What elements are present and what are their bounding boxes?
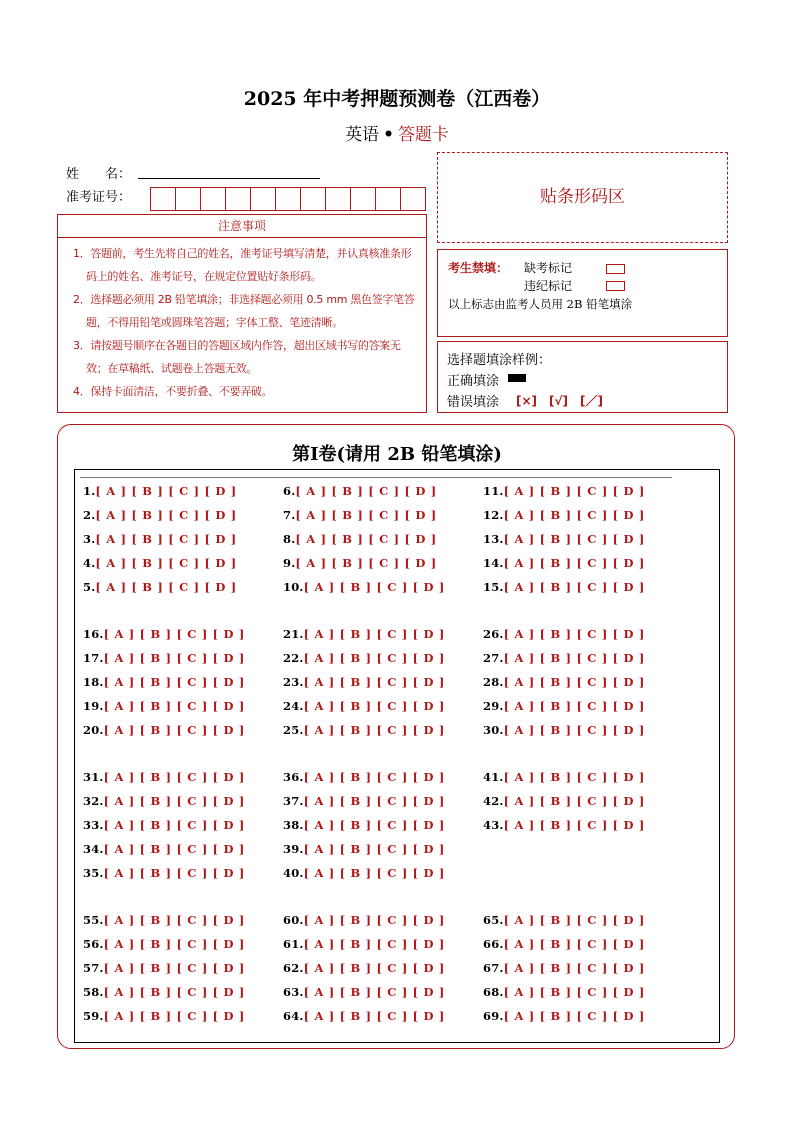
answer-options[interactable]: [ A ] [ B ] [ C ] [ D ] bbox=[303, 842, 445, 856]
id-digit-box[interactable] bbox=[276, 188, 301, 210]
answer-options[interactable]: [ A ] [ B ] [ C ] [ D ] bbox=[503, 794, 645, 808]
question-number: 43. bbox=[483, 818, 504, 832]
question-20[interactable] bbox=[83, 723, 245, 737]
question-number: 35. bbox=[83, 866, 104, 880]
violation-mark-box[interactable] bbox=[606, 281, 625, 291]
question-number: 63. bbox=[283, 985, 304, 999]
question-number: 60. bbox=[283, 913, 304, 927]
question-39[interactable] bbox=[283, 842, 445, 856]
question-34[interactable] bbox=[83, 842, 245, 856]
question-58[interactable] bbox=[83, 985, 245, 999]
answer-options[interactable]: [ A ] [ B ] [ C ] [ D ] bbox=[303, 651, 445, 665]
answer-options[interactable]: [ A ] [ B ] [ C ] [ D ] bbox=[303, 1009, 445, 1023]
question-number: 66. bbox=[483, 937, 504, 951]
question-27[interactable] bbox=[483, 651, 645, 665]
wrong-marks: [×] [√] [／] bbox=[516, 394, 603, 408]
question-number: 55. bbox=[83, 913, 104, 927]
question-number: 38. bbox=[283, 818, 304, 832]
answer-options[interactable]: [ A ] [ B ] [ C ] [ D ] bbox=[103, 699, 245, 713]
question-15[interactable] bbox=[483, 580, 645, 594]
question-17[interactable] bbox=[83, 651, 245, 665]
card-type-label: 答题卡 bbox=[397, 125, 449, 145]
question-number: 1. bbox=[83, 484, 96, 498]
answer-options[interactable]: [ A ] [ B ] [ C ] [ D ] bbox=[95, 484, 237, 498]
answer-options[interactable]: [ A ] [ B ] [ C ] [ D ] bbox=[103, 723, 245, 737]
name-field[interactable] bbox=[138, 178, 320, 179]
answer-options[interactable]: [ A ] [ B ] [ C ] [ D ] bbox=[95, 508, 237, 522]
answer-options[interactable]: [ A ] [ B ] [ C ] [ D ] bbox=[303, 913, 445, 927]
question-number: 5. bbox=[83, 580, 96, 594]
answer-options[interactable]: [ A ] [ B ] [ C ] [ D ] bbox=[503, 508, 645, 522]
question-40[interactable] bbox=[283, 866, 445, 880]
question-65[interactable] bbox=[483, 913, 645, 927]
answer-options[interactable]: [ A ] [ B ] [ C ] [ D ] bbox=[503, 985, 645, 999]
question-13[interactable] bbox=[483, 532, 645, 546]
id-digit-box[interactable] bbox=[201, 188, 226, 210]
question-number: 27. bbox=[483, 651, 504, 665]
question-number: 6. bbox=[283, 484, 296, 498]
question-number: 14. bbox=[483, 556, 504, 570]
question-21[interactable] bbox=[283, 627, 445, 641]
answer-options[interactable]: [ A ] [ B ] [ C ] [ D ] bbox=[103, 627, 245, 641]
answer-options[interactable]: [ A ] [ B ] [ C ] [ D ] bbox=[503, 937, 645, 951]
question-7[interactable] bbox=[283, 508, 436, 522]
question-25[interactable] bbox=[283, 723, 445, 737]
answer-options[interactable]: [ A ] [ B ] [ C ] [ D ] bbox=[303, 818, 445, 832]
card-title: 2025 年中考押题预测卷（江西卷） bbox=[243, 88, 551, 110]
question-number: 12. bbox=[483, 508, 504, 522]
question-number: 13. bbox=[483, 532, 504, 546]
question-number: 8. bbox=[283, 532, 296, 546]
answer-options[interactable]: [ A ] [ B ] [ C ] [ D ] bbox=[295, 556, 437, 570]
question-number: 29. bbox=[483, 699, 504, 713]
answer-options[interactable]: [ A ] [ B ] [ C ] [ D ] bbox=[303, 699, 445, 713]
answer-options[interactable]: [ A ] [ B ] [ C ] [ D ] bbox=[303, 794, 445, 808]
id-digit-box[interactable] bbox=[401, 188, 425, 210]
answer-options[interactable]: [ A ] [ B ] [ C ] [ D ] bbox=[103, 818, 245, 832]
violation-mark-label: 违纪标记 bbox=[524, 279, 573, 293]
notice-item: 1．答题前，考生先将自己的姓名，准考证号填写清楚，并认真核准条形码上的姓名、准考证号，在规定位置贴好条形码。 bbox=[73, 247, 412, 283]
id-digit-box[interactable] bbox=[301, 188, 326, 210]
question-number: 36. bbox=[283, 770, 304, 784]
question-30[interactable] bbox=[483, 723, 645, 737]
answer-options[interactable]: [ A ] [ B ] [ C ] [ D ] bbox=[295, 508, 437, 522]
question-22[interactable] bbox=[283, 651, 445, 665]
forbid-box bbox=[437, 249, 728, 337]
question-24[interactable] bbox=[283, 699, 445, 713]
question-number: 24. bbox=[283, 699, 304, 713]
question-38[interactable] bbox=[283, 818, 445, 832]
question-number: 23. bbox=[283, 675, 304, 689]
question-number: 26. bbox=[483, 627, 504, 641]
filled-mark-icon bbox=[508, 374, 526, 382]
answer-options[interactable]: [ A ] [ B ] [ C ] [ D ] bbox=[103, 651, 245, 665]
question-4[interactable] bbox=[83, 556, 236, 570]
barcode-area: 贴条形码区 bbox=[437, 152, 728, 243]
question-2[interactable] bbox=[83, 508, 236, 522]
answer-options[interactable]: [ A ] [ B ] [ C ] [ D ] bbox=[503, 770, 645, 784]
answer-options[interactable]: [ A ] [ B ] [ C ] [ D ] bbox=[303, 770, 445, 784]
answer-options[interactable]: [ A ] [ B ] [ C ] [ D ] bbox=[103, 794, 245, 808]
answer-options[interactable]: [ A ] [ B ] [ C ] [ D ] bbox=[103, 866, 245, 880]
question-5[interactable] bbox=[83, 580, 236, 594]
answer-options[interactable]: [ A ] [ B ] [ C ] [ D ] bbox=[103, 985, 245, 999]
id-digit-box[interactable] bbox=[351, 188, 376, 210]
question-3[interactable] bbox=[83, 532, 236, 546]
answer-options[interactable]: [ A ] [ B ] [ C ] [ D ] bbox=[503, 818, 645, 832]
question-number: 32. bbox=[83, 794, 104, 808]
question-number: 40. bbox=[283, 866, 304, 880]
question-number: 7. bbox=[283, 508, 296, 522]
question-6[interactable] bbox=[283, 484, 436, 498]
question-number: 22. bbox=[283, 651, 304, 665]
section-title: 第Ⅰ卷(请用 2B 铅笔填涂) bbox=[292, 444, 502, 465]
answer-options[interactable]: [ A ] [ B ] [ C ] [ D ] bbox=[503, 532, 645, 546]
id-digit-box[interactable] bbox=[326, 188, 351, 210]
question-number: 18. bbox=[83, 675, 104, 689]
answer-options[interactable]: [ A ] [ B ] [ C ] [ D ] bbox=[103, 1009, 245, 1023]
answer-options[interactable]: [ A ] [ B ] [ C ] [ D ] bbox=[103, 937, 245, 951]
sample-box bbox=[437, 341, 728, 413]
question-number: 2. bbox=[83, 508, 96, 522]
id-digit-box[interactable] bbox=[376, 188, 401, 210]
answer-options[interactable]: [ A ] [ B ] [ C ] [ D ] bbox=[303, 723, 445, 737]
subtitle-separator: • bbox=[383, 125, 394, 145]
id-digit-box[interactable] bbox=[251, 188, 276, 210]
id-digit-box[interactable] bbox=[176, 188, 201, 210]
question-number: 68. bbox=[483, 985, 504, 999]
question-number: 10. bbox=[283, 580, 304, 594]
answer-options[interactable]: [ A ] [ B ] [ C ] [ D ] bbox=[303, 580, 445, 594]
question-12[interactable] bbox=[483, 508, 645, 522]
question-29[interactable] bbox=[483, 699, 645, 713]
question-60[interactable] bbox=[283, 913, 445, 927]
answer-options[interactable]: [ A ] [ B ] [ C ] [ D ] bbox=[503, 913, 645, 927]
question-number: 33. bbox=[83, 818, 104, 832]
question-number: 62. bbox=[283, 961, 304, 975]
answer-options[interactable]: [ A ] [ B ] [ C ] [ D ] bbox=[103, 913, 245, 927]
notice-heading: 注意事项 bbox=[58, 215, 426, 238]
question-number: 34. bbox=[83, 842, 104, 856]
question-number: 30. bbox=[483, 723, 504, 737]
answer-options[interactable]: [ A ] [ B ] [ C ] [ D ] bbox=[503, 1009, 645, 1023]
answer-options[interactable]: [ A ] [ B ] [ C ] [ D ] bbox=[295, 484, 437, 498]
name-label: 姓 名： bbox=[66, 167, 132, 182]
question-16[interactable] bbox=[83, 627, 245, 641]
question-14[interactable] bbox=[483, 556, 645, 570]
answer-options[interactable]: [ A ] [ B ] [ C ] [ D ] bbox=[95, 580, 237, 594]
answer-options[interactable]: [ A ] [ B ] [ C ] [ D ] bbox=[103, 842, 245, 856]
answer-options[interactable]: [ A ] [ B ] [ C ] [ D ] bbox=[503, 484, 645, 498]
question-number: 65. bbox=[483, 913, 504, 927]
question-64[interactable] bbox=[283, 1009, 445, 1023]
answer-options[interactable]: [ A ] [ B ] [ C ] [ D ] bbox=[303, 985, 445, 999]
question-18[interactable] bbox=[83, 675, 245, 689]
answer-options[interactable]: [ A ] [ B ] [ C ] [ D ] bbox=[103, 770, 245, 784]
id-digit-box[interactable] bbox=[226, 188, 251, 210]
answer-options[interactable]: [ A ] [ B ] [ C ] [ D ] bbox=[503, 651, 645, 665]
question-37[interactable] bbox=[283, 794, 445, 808]
answer-options[interactable]: [ A ] [ B ] [ C ] [ D ] bbox=[303, 675, 445, 689]
question-69[interactable] bbox=[483, 1009, 645, 1023]
question-56[interactable] bbox=[83, 937, 245, 951]
question-42[interactable] bbox=[483, 794, 645, 808]
question-number: 25. bbox=[283, 723, 304, 737]
question-61[interactable] bbox=[283, 937, 445, 951]
question-number: 15. bbox=[483, 580, 504, 594]
question-number: 17. bbox=[83, 651, 104, 665]
question-26[interactable] bbox=[483, 627, 645, 641]
forbid-label: 考生禁填： bbox=[448, 261, 509, 275]
question-number: 67. bbox=[483, 961, 504, 975]
answer-options[interactable]: [ A ] [ B ] [ C ] [ D ] bbox=[503, 627, 645, 641]
forbid-note: 以上标志由监考人员用 2B 铅笔填涂 bbox=[448, 297, 633, 311]
question-68[interactable] bbox=[483, 985, 645, 999]
question-number: 20. bbox=[83, 723, 104, 737]
question-number: 61. bbox=[283, 937, 304, 951]
question-66[interactable] bbox=[483, 937, 645, 951]
question-35[interactable] bbox=[83, 866, 245, 880]
question-28[interactable] bbox=[483, 675, 645, 689]
grid-top-rule bbox=[80, 477, 672, 478]
question-number: 3. bbox=[83, 532, 96, 546]
question-number: 4. bbox=[83, 556, 96, 570]
question-67[interactable] bbox=[483, 961, 645, 975]
subject-label: 英语 bbox=[345, 125, 380, 145]
answer-options[interactable]: [ A ] [ B ] [ C ] [ D ] bbox=[303, 866, 445, 880]
answer-options[interactable]: [ A ] [ B ] [ C ] [ D ] bbox=[303, 937, 445, 951]
answer-options[interactable]: [ A ] [ B ] [ C ] [ D ] bbox=[295, 532, 437, 546]
question-33[interactable] bbox=[83, 818, 245, 832]
correct-label: 正确填涂 bbox=[447, 374, 500, 389]
question-number: 41. bbox=[483, 770, 504, 784]
question-number: 39. bbox=[283, 842, 304, 856]
answer-options[interactable]: [ A ] [ B ] [ C ] [ D ] bbox=[503, 556, 645, 570]
question-number: 9. bbox=[283, 556, 296, 570]
answer-options[interactable]: [ A ] [ B ] [ C ] [ D ] bbox=[303, 961, 445, 975]
question-number: 28. bbox=[483, 675, 504, 689]
answer-options[interactable]: [ A ] [ B ] [ C ] [ D ] bbox=[95, 532, 237, 546]
question-number: 57. bbox=[83, 961, 104, 975]
card-subtitle bbox=[0, 120, 794, 145]
notice-item: 3．请按题号顺序在各题目的答题区域内作答，超出区域书写的答案无效；在草稿纸、试题卷上答题无效。 bbox=[73, 339, 401, 375]
answer-options[interactable]: [ A ] [ B ] [ C ] [ D ] bbox=[503, 723, 645, 737]
notice-box bbox=[57, 214, 427, 413]
answer-options[interactable]: [ A ] [ B ] [ C ] [ D ] bbox=[503, 675, 645, 689]
question-number: 58. bbox=[83, 985, 104, 999]
absent-mark-box[interactable] bbox=[606, 264, 625, 274]
question-43[interactable] bbox=[483, 818, 645, 832]
absent-mark-label: 缺考标记 bbox=[524, 261, 573, 275]
question-41[interactable] bbox=[483, 770, 645, 784]
question-57[interactable] bbox=[83, 961, 245, 975]
notice-item: 4．保持卡面清洁，不要折叠、不要弄破。 bbox=[73, 385, 273, 398]
wrong-label: 错误填涂 bbox=[447, 395, 500, 410]
question-number: 21. bbox=[283, 627, 304, 641]
question-31[interactable] bbox=[83, 770, 245, 784]
answer-options[interactable]: [ A ] [ B ] [ C ] [ D ] bbox=[503, 580, 645, 594]
question-8[interactable] bbox=[283, 532, 436, 546]
question-19[interactable] bbox=[83, 699, 245, 713]
question-number: 16. bbox=[83, 627, 104, 641]
sample-title: 选择题填涂样例： bbox=[447, 353, 552, 368]
question-1[interactable] bbox=[83, 484, 236, 498]
question-63[interactable] bbox=[283, 985, 445, 999]
answer-options[interactable]: [ A ] [ B ] [ C ] [ D ] bbox=[103, 961, 245, 975]
answer-options[interactable]: [ A ] [ B ] [ C ] [ D ] bbox=[503, 699, 645, 713]
question-number: 69. bbox=[483, 1009, 504, 1023]
question-number: 42. bbox=[483, 794, 504, 808]
question-11[interactable] bbox=[483, 484, 645, 498]
id-number-boxes[interactable] bbox=[150, 187, 426, 211]
question-55[interactable] bbox=[83, 913, 245, 927]
id-label: 准考证号： bbox=[66, 190, 132, 205]
answer-options[interactable]: [ A ] [ B ] [ C ] [ D ] bbox=[503, 961, 645, 975]
answer-options[interactable]: [ A ] [ B ] [ C ] [ D ] bbox=[95, 556, 237, 570]
answer-options[interactable]: [ A ] [ B ] [ C ] [ D ] bbox=[303, 627, 445, 641]
question-23[interactable] bbox=[283, 675, 445, 689]
notice-item: 2．选择题必须用 2B 铅笔填涂；非选择题必须用 0.5 mm 黑色签字笔答题，不得用铅笔或圆珠笔答题；字体工整、笔迹清晰。 bbox=[73, 293, 415, 329]
question-62[interactable] bbox=[283, 961, 445, 975]
question-32[interactable] bbox=[83, 794, 245, 808]
question-number: 59. bbox=[83, 1009, 104, 1023]
id-digit-box[interactable] bbox=[151, 188, 176, 210]
question-number: 19. bbox=[83, 699, 104, 713]
question-number: 56. bbox=[83, 937, 104, 951]
question-10[interactable] bbox=[283, 580, 445, 594]
question-number: 31. bbox=[83, 770, 104, 784]
question-number: 37. bbox=[283, 794, 304, 808]
question-9[interactable] bbox=[283, 556, 436, 570]
answer-options[interactable]: [ A ] [ B ] [ C ] [ D ] bbox=[103, 675, 245, 689]
question-number: 64. bbox=[283, 1009, 304, 1023]
question-number: 11. bbox=[483, 484, 504, 498]
question-59[interactable] bbox=[83, 1009, 245, 1023]
question-36[interactable] bbox=[283, 770, 445, 784]
